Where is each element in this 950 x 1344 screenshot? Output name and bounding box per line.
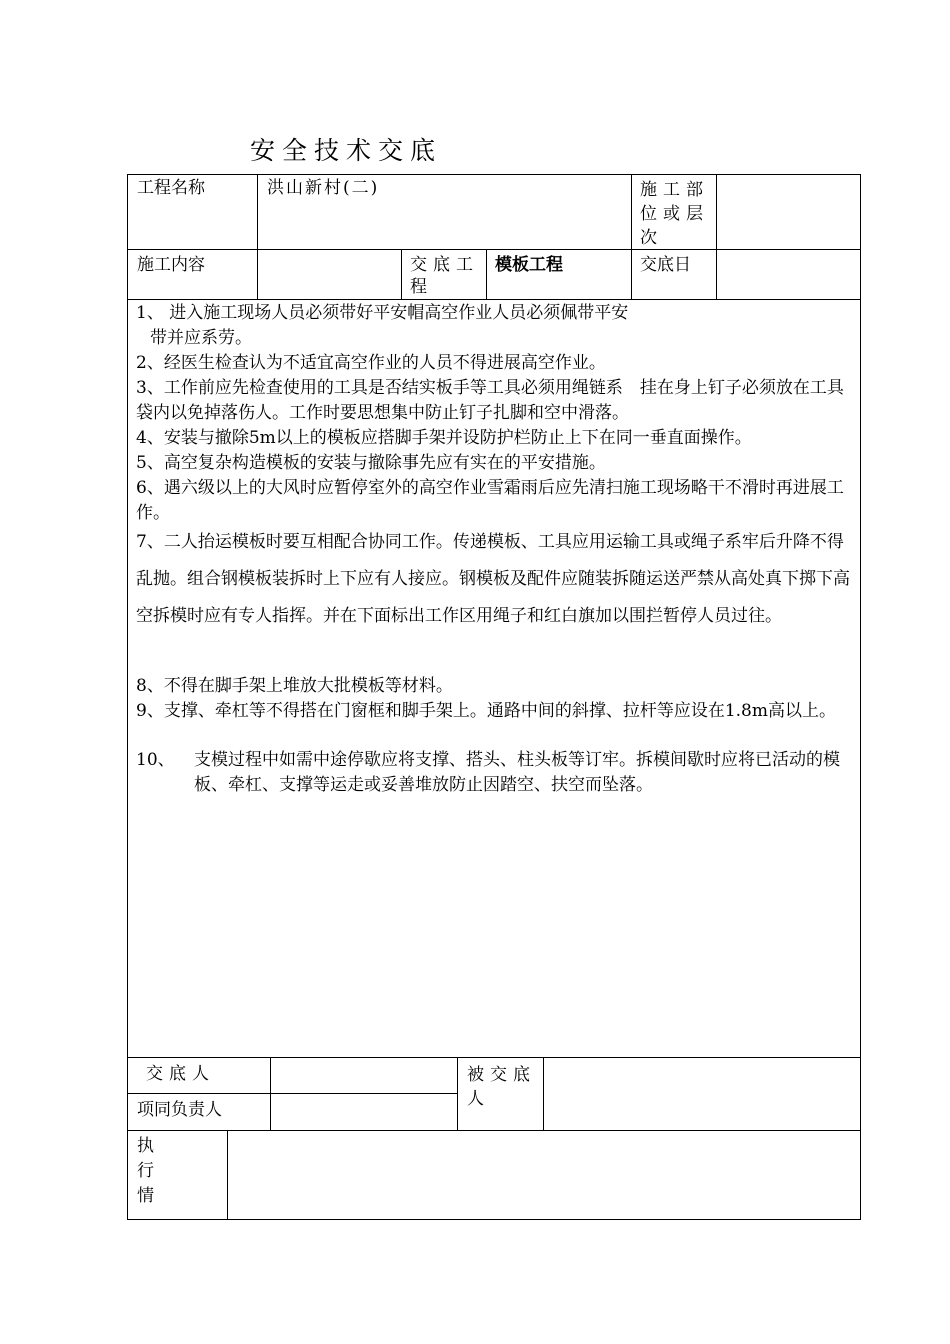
col-divider [270, 1057, 271, 1130]
item-text: 支撑、牵杠等不得搭在门窗框和脚手架上。通路中间的斜撑、拉杆等应设在1.8m高以上。 [163, 701, 836, 721]
item-text-continued: 带并应系劳。 [150, 327, 252, 348]
project-type-value[interactable]: 模板工程 [495, 255, 563, 275]
list-item [136, 674, 852, 699]
list-item [136, 476, 852, 525]
col-divider [631, 174, 632, 299]
project-name-label: 工程名称 [137, 178, 205, 198]
list-item [136, 301, 852, 350]
item-number: 2、 [136, 353, 164, 373]
presenter-value[interactable] [276, 1063, 452, 1089]
content-value[interactable] [262, 254, 396, 294]
item-number: 4、 [136, 428, 164, 448]
col-divider [457, 1057, 458, 1130]
list-item [136, 351, 852, 376]
item-number: 1、 [136, 303, 164, 323]
receiver-label: 被交底人 [467, 1065, 536, 1109]
col-divider [716, 174, 717, 299]
date-label: 交底日 [640, 255, 691, 275]
item-text: 经医生检查认为不适宜高空作业的人员不得进展高空作业。 [163, 353, 606, 373]
item-text: 遇六级以上的大风时应暂停室外的高空作业雪霜雨后应先清扫施工现场略干不滑时再进展工作。 [136, 478, 844, 523]
list-item [136, 748, 852, 798]
list-item [136, 376, 852, 425]
row-divider [127, 1057, 861, 1058]
col-divider [486, 249, 487, 299]
execution-value[interactable] [233, 1134, 853, 1214]
item-number: 9、 [136, 701, 164, 721]
list-item [136, 699, 852, 724]
location-label: 施工部位或层次 [640, 180, 709, 248]
project-type-label: 交底工程 [410, 255, 479, 297]
item-text: 高空复杂构造模板的安装与撤除事先应有实在的平安措施。 [163, 453, 606, 473]
item-number: 5、 [136, 453, 164, 473]
item-text: 进入施工现场人员必须带好平安帽高空作业人员必须佩带平安 [163, 303, 629, 323]
item-number: 8、 [136, 676, 164, 696]
col-divider [227, 1130, 228, 1220]
list-item [136, 524, 852, 635]
row-divider [127, 299, 861, 300]
receiver-value[interactable] [549, 1063, 855, 1125]
manager-label: 项同负责人 [137, 1100, 222, 1120]
item-text: 二人抬运模板时要互相配合协同工作。传递模板、工具应用运输工具或绳子系牢后升降不得乱抛。组合钢模板装拆时上下应有人接应。钢模板及配件应随装拆随运送严禁从高处真下掷下高空拆模时应有专人指挥。并在下面标出工作区用绳子和红白旗加以围拦暂停人员过往。 [136, 532, 850, 626]
content-label: 施工内容 [137, 255, 205, 275]
item-number: 6、 [136, 478, 164, 498]
manager-value[interactable] [276, 1099, 452, 1125]
list-item [136, 451, 852, 476]
item-text: 安装与撤除5m以上的模板应搭脚手架并设防护栏防止上下在同一垂直面操作。 [163, 428, 752, 448]
item-text: 工作前应先检查使用的工具是否结实板手等工具必须用绳链系 挂在身上钉子必须放在工具袋内以免掉落伤人。工作时要思想集中防止钉子扎脚和空中滑落。 [136, 378, 844, 423]
item-text: 支模过程中如需中途停歇应将支撑、搭头、柱头板等订牢。拆模间歇时应将已活动的模板、牵杠、支撑等运走或妥善堆放防止因踏空、扶空而坠落。 [194, 750, 840, 795]
col-divider [257, 174, 258, 299]
row-divider [127, 1093, 457, 1094]
presenter-label: 交底人 [146, 1064, 215, 1084]
row-divider [127, 249, 861, 250]
project-name-value[interactable]: 洪山新村(二) [267, 178, 380, 198]
location-value[interactable] [722, 178, 854, 244]
col-divider [543, 1057, 544, 1130]
row-divider [127, 1130, 861, 1131]
date-value[interactable] [722, 254, 854, 294]
execution-label: 执行情 [137, 1136, 154, 1206]
item-text: 不得在脚手架上堆放大批模板等材料。 [163, 676, 453, 696]
list-item [136, 426, 852, 451]
item-number: 7、 [136, 532, 164, 552]
item-number: 10、 [136, 750, 175, 770]
page-title: 安全技术交底 [250, 136, 443, 165]
col-divider [401, 249, 402, 299]
item-number: 3、 [136, 378, 164, 398]
